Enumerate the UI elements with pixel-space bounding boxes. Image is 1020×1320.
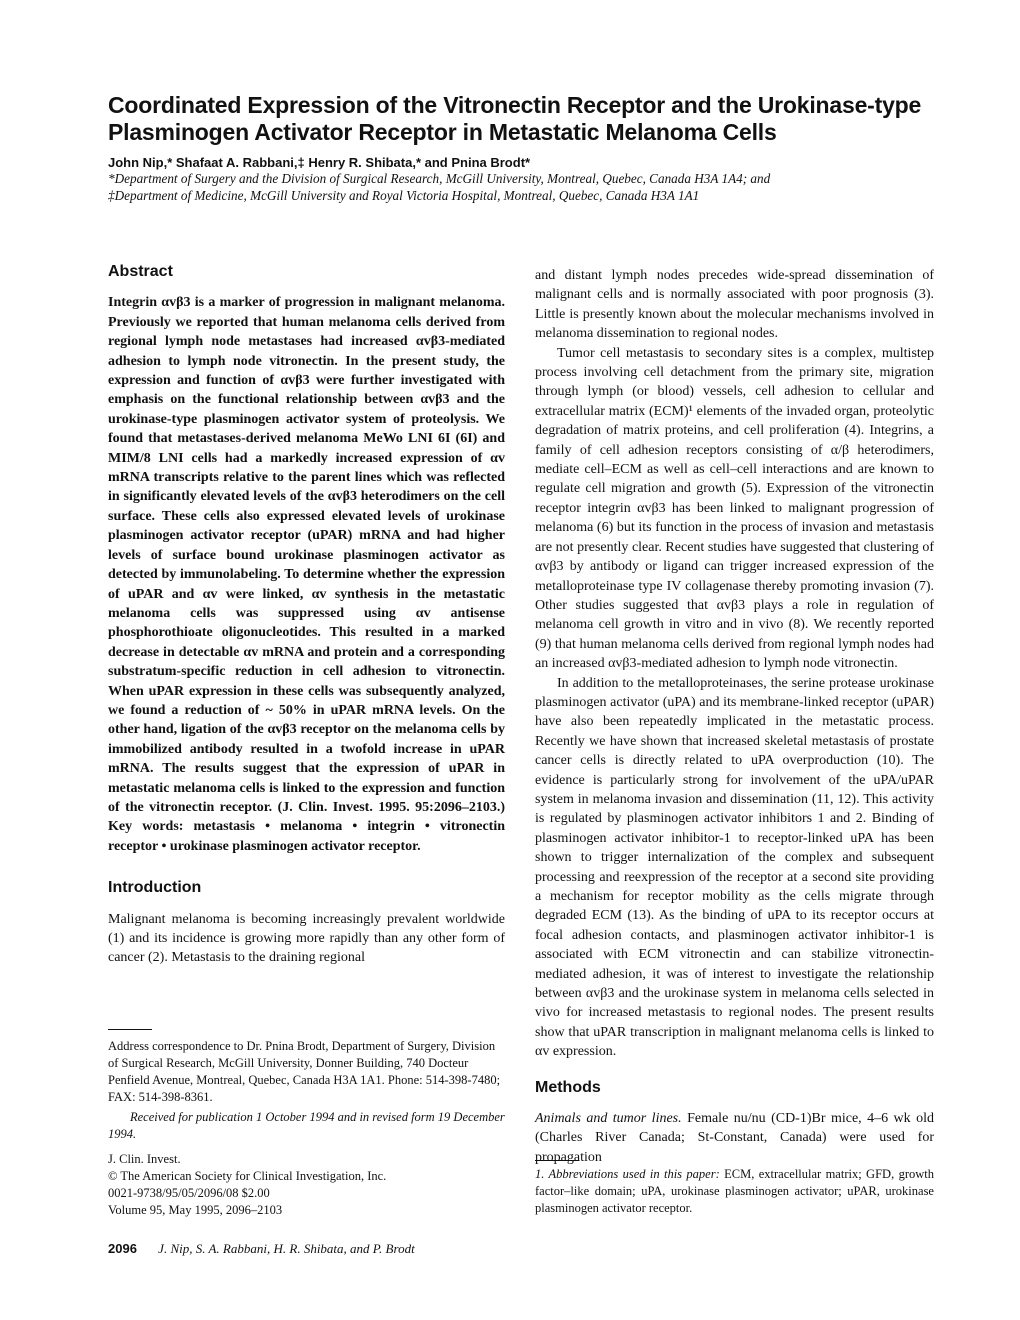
methods-paragraph: [535, 1109, 934, 1167]
issn-line: 0021-9738/95/05/2096/08 $2.00: [108, 1186, 270, 1200]
right-column: [535, 266, 934, 1167]
copyright-line: © The American Society for Clinical Investigation, Inc.: [108, 1169, 387, 1183]
correspondence-text: Address correspondence to Dr. Pnina Brodt, Department of Surgery, Division of Surgical Research, McGill University, Donner Building, 740 Docteur Penfield Avenue, Montreal, Quebec, Canada H3A 1A1. Phone: 514-398-7480; FAX: 514-398-8361.: [108, 1039, 501, 1104]
abstract-heading: Abstract: [108, 263, 173, 280]
abbreviations-label: 1. Abbreviations used in this paper:: [535, 1167, 720, 1181]
journal-info: [108, 1151, 505, 1219]
page-number: 2096: [108, 1241, 137, 1256]
methods-heading: Methods: [535, 1078, 601, 1096]
footnote-divider-left: [108, 1029, 152, 1030]
affiliation-1: *Department of Surgery and the Division of Surgical Research, McGill University, Montreal, Quebec, Canada H3A 1A4; and: [108, 171, 771, 186]
journal-name: J. Clin. Invest.: [108, 1152, 181, 1166]
abbreviations-text: ECM, extracellular matrix; GFD, growth factor–like domain; uPA, urokinase plasminogen activator; uPAR, urokinase plasminogen activator receptor.: [535, 1167, 934, 1215]
article-header: [108, 92, 938, 204]
running-head: J. Nip, S. A. Rabbani, H. R. Shibata, and P. Brodt: [158, 1241, 415, 1256]
volume-line: Volume 95, May 1995, 2096–2103: [108, 1203, 283, 1217]
methods-subhead: Animals and tumor lines.: [535, 1111, 682, 1127]
author-list: John Nip,* Shafaat A. Rabbani,‡ Henry R. Shibata,* and Pnina Brodt*: [108, 155, 531, 170]
received-date: Received for publication 1 October 1994 and in revised form 19 December 1994.: [108, 1110, 505, 1141]
article-title: Coordinated Expression of the Vitronectin Receptor and the Urokinase-type Plasminogen Activator Receptor in Metastatic Melanoma Cells: [108, 92, 922, 145]
introduction-paragraph-1-continued: and distant lymph nodes precedes wide-spread dissemination of malignant cells and is normally associated with poor prognosis (3). Little is presently known about the molecular mechanisms involved in melanoma dissemination to regional nodes.: [535, 268, 934, 342]
methods-text: Female nu/nu (CD-1)Br mice, 4–6 wk old (Charles River Canada; St-Constant, Canada) were used for propagation: [535, 1111, 934, 1165]
abbreviations-footnote: [535, 1166, 934, 1217]
page-footer: [108, 1241, 415, 1257]
introduction-paragraph-2: Tumor cell metastasis to secondary sites is a complex, multistep process involving cell detachment from the primary site, migration through lymph (or blood) vessels, cell adhesion to cellular and extracellular matrix (ECM)¹ elements of the invaded organ, proteolytic degradation of matrix proteins, and cell proliferation (4). Integrins, a family of cell adhesion receptors consisting of α/β heterodimers, mediate cell–ECM as well as cell–cell interactions and are known to regulate cell migration and growth (5). Expression of the vitronectin receptor integrin αvβ3 has been linked to malignant progression of melanoma (6) but its function in the process of invasion and metastasis are not presently clear. Recent studies have suggested that clustering of αvβ3 by antibody or ligand can trigger increased expression of the metalloproteinase type IV collagenase thereby promoting invasion (7). Other studies suggested that αvβ3 plays a role in regulation of melanoma cell growth in vitro and in vivo (8). We recently reported (9) that human melanoma cells derived from regional lymph nodes had an increased αvβ3-mediated adhesion to lymph node vitronectin.: [535, 345, 934, 672]
introduction-paragraph-3: In addition to the metalloproteinases, the serine protease urokinase plasminogen activator (uPA) and its membrane-linked receptor (uPAR) have also been repeatedly implicated in the metastatic process. Recently we have shown that increased skeletal metastasis of prostate cancer cells is directly related to uPA overproduction (10). The evidence is particularly strong for involvement of the uPA/uPAR system in melanoma invasion and dissemination (11, 12). This activity is regulated by plasminogen activator inhibitors 1 and 2. Binding of plasminogen activator inhibitor-1 to receptor-linked uPA has been shown to trigger internalization of the complex and subsequent processing and reexpression of the receptor at a second site providing a mechanism for receptor mobility as the cells migrate through degraded ECM (13). As the binding of uPA to its receptor occurs at focal adhesion contacts, and plasminogen activator inhibitor-1 is associated with ECM vitronectin and can stabilize vitronectin-mediated adhesion, it was of interest to investigate the relationship between αvβ3 and the urokinase system in melanoma cells selected in vivo for increased metastasis to regional nodes. The present results show that uPAR transcription in malignant melanoma cells is linked to αv expression.: [535, 675, 934, 1060]
footnote-divider-right: [535, 1160, 579, 1161]
correspondence-footnote: [108, 1038, 505, 1143]
left-column: [108, 262, 505, 968]
affiliation-2: ‡Department of Medicine, McGill University and Royal Victoria Hospital, Montreal, Quebec, Canada H3A 1A1: [108, 188, 700, 203]
abstract-body: Integrin αvβ3 is a marker of progression in malignant melanoma. Previously we reported that human melanoma cells derived from regional lymph node metastases had increased αvβ3-mediated adhesion to lymph node vitronectin. In the present study, the expression and function of αvβ3 were further investigated with emphasis on the functional relationship between αvβ3 and the urokinase-type plasminogen activator system of proteolysis. We found that metastases-derived melanoma MeWo LNI 6I (6I) and MIM/8 LNI cells had a markedly increased expression of αv mRNA transcripts relative to the parent lines which was reflected in significantly elevated levels of the αvβ3 heterodimers on the cell surface. These cells also expressed elevated levels of urokinase plasminogen activator receptor (uPAR) mRNA and had higher levels of surface bound urokinase plasminogen activator as detected by immunolabeling. To determine whether the expression of uPAR and αv were linked, αv synthesis in the metastatic melanoma cells was suppressed using αv antisense phosphorothioate oligonucleotides. This resulted in a marked decrease in detectable αv mRNA and protein and a corresponding substratum-specific reduction in cell adhesion to vitronectin. When uPAR expression in these cells was subsequently analyzed, we found a reduction of ~ 50% in uPAR mRNA levels. On the other hand, ligation of the αvβ3 receptor on the melanoma cells by immobilized antibody resulted in a twofold increase in uPAR mRNA. The results suggest that the expression of uPAR in metastatic melanoma cells is linked to the expression and function of the vitronectin receptor. (J. Clin. Invest. 1995. 95:2096–2103.) Key words: metastasis • melanoma • integrin • vitronectin receptor • urokinase plasminogen activator receptor.: [108, 295, 505, 854]
introduction-heading: Introduction: [108, 879, 202, 897]
introduction-paragraph-1: Malignant melanoma is becoming increasingly prevalent worldwide (1) and its incidence is growing more rapidly than any other form of cancer (2). Metastasis to the draining regional: [108, 911, 505, 966]
